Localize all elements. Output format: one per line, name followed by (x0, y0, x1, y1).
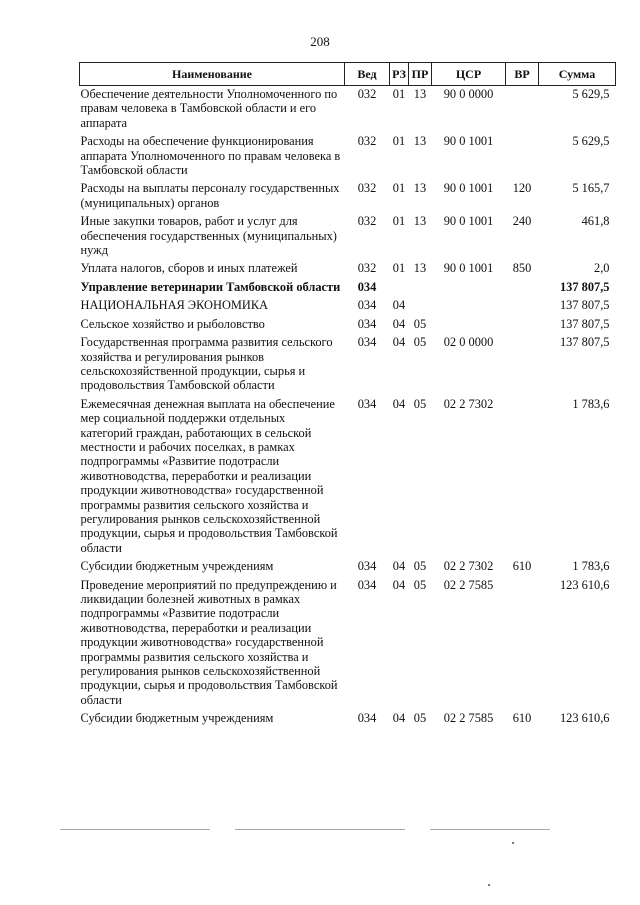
cell-csr: 02 2 7302 (443, 559, 494, 574)
cell-rz: 04 (392, 316, 406, 331)
header-pr: ПР (409, 63, 432, 86)
cell-rz: 04 (392, 396, 406, 411)
header-ved: Вед (345, 63, 390, 86)
cell-csr: 02 2 7585 (443, 577, 494, 592)
header-csr: ЦСР (432, 63, 506, 86)
cell-sum: 137 807,5 (559, 298, 610, 313)
table-row (80, 214, 616, 261)
scan-artifact-line (430, 829, 550, 830)
cell-rz: 04 (392, 335, 406, 350)
cell-pr: 13 (413, 87, 427, 101)
cell-name: Иные закупки товаров, работ и услуг для обеспечения государственных (муниципальных) нужд (80, 214, 337, 258)
cell-sum: 137 807,5 (559, 335, 610, 350)
scan-artifact-line (60, 829, 210, 830)
header-name: Наименование (80, 63, 345, 86)
cell-name: Проведение мероприятий по предупреждению и ликвидации болезней животных в рамках подпрограммы «Развитие подотрасли животноводства, переработки и реализации продукции животноводства» государственной программы развития сельского хозяйства и регулирования рынков сельскохозяйственной продукции, сырья и продовольствия Тамбовской области (80, 577, 338, 707)
cell-vr (506, 578, 539, 712)
cell-sum: 137 807,5 (559, 316, 610, 331)
cell-pr (409, 280, 432, 298)
cell-vr: 610 (512, 711, 532, 726)
cell-csr: 90 0 1001 (443, 261, 494, 276)
cell-pr: 05 (413, 316, 427, 331)
cell-csr: 02 2 7585 (443, 711, 494, 726)
scan-artifact-dot (512, 842, 514, 844)
cell-sum: 5 165,7 (572, 181, 610, 196)
cell-pr: 13 (413, 134, 427, 149)
cell-name: Расходы на выплаты персоналу государственных (муниципальных) органов (80, 181, 340, 210)
cell-rz: 04 (392, 711, 406, 726)
cell-sum: 123 610,6 (559, 577, 610, 592)
table-row (80, 86, 616, 135)
cell-pr: 05 (413, 335, 427, 350)
cell-ved: 034 (357, 298, 377, 313)
cell-ved: 034 (357, 577, 377, 592)
cell-sum: 1 783,6 (572, 396, 610, 411)
scan-artifact-dot (488, 884, 490, 886)
cell-csr (432, 298, 506, 316)
cell-pr: 05 (413, 396, 427, 411)
cell-pr: 05 (413, 559, 427, 574)
cell-ved: 034 (357, 316, 377, 331)
table-header (80, 63, 616, 86)
cell-name: Субсидии бюджетным учреждениям (80, 559, 274, 574)
cell-rz: 04 (392, 559, 406, 574)
cell-sum: 461,8 (581, 214, 610, 229)
cell-vr (506, 397, 539, 559)
cell-name: Уплата налогов, сборов и иных платежей (80, 261, 298, 276)
cell-sum: 5 629,5 (572, 87, 610, 101)
header-sum: Сумма (539, 63, 616, 86)
cell-ved: 034 (357, 711, 377, 726)
cell-vr (506, 86, 539, 135)
cell-name: Обеспечение деятельности Уполномоченного по правам человека в Тамбовской области и его аппарата (80, 87, 338, 130)
cell-pr: 13 (413, 181, 427, 196)
cell-vr: 610 (512, 559, 532, 574)
cell-csr: 90 0 0000 (443, 87, 494, 101)
cell-pr: 05 (413, 577, 427, 592)
cell-vr (506, 280, 539, 298)
cell-vr: 850 (512, 261, 532, 276)
cell-ved: 034 (357, 396, 377, 411)
cell-ved: 032 (357, 261, 377, 276)
table-row (80, 280, 616, 298)
cell-rz: 01 (392, 87, 406, 101)
cell-sum: 137 807,5 (559, 279, 610, 294)
cell-ved: 034 (357, 335, 377, 350)
cell-sum: 123 610,6 (559, 711, 610, 726)
cell-ved: 034 (357, 279, 377, 294)
cell-csr (432, 317, 506, 335)
cell-pr: 05 (413, 711, 427, 726)
cell-rz: 01 (392, 214, 406, 229)
header-vr: ВР (506, 63, 539, 86)
cell-csr: 90 0 1001 (443, 134, 494, 149)
cell-ved: 034 (357, 559, 377, 574)
cell-ved: 032 (357, 181, 377, 196)
cell-ved: 032 (357, 87, 377, 101)
header-rz: РЗ (390, 63, 409, 86)
table-row (80, 578, 616, 712)
cell-rz: 01 (392, 181, 406, 196)
table-row (80, 134, 616, 181)
table-body (80, 86, 616, 730)
table-row (80, 317, 616, 335)
cell-vr: 240 (512, 214, 532, 229)
cell-name: Государственная программа развития сельского хозяйства и регулирования рынков сельскохозяйственной продукции, сырья и продовольствия Тамбовской области (80, 335, 333, 393)
cell-name: Ежемесячная денежная выплата на обеспечение мер социальной поддержки отдельных категорий граждан, работающих в сельской местности и рабочих поселках, в рамках подпрограммы «Развитие подотрасли животноводства, переработки и реализации продукции животноводства» государственной программы развития сельского хозяйства и регулирования рынков сельскохозяйственной продукции, сырья и продовольствия Тамбовской области (80, 396, 338, 555)
cell-vr (506, 335, 539, 397)
cell-pr: 13 (413, 214, 427, 229)
cell-pr: 13 (413, 261, 427, 276)
table-row (80, 298, 616, 316)
cell-ved: 032 (357, 134, 377, 149)
cell-vr (506, 317, 539, 335)
page-number: 208 (310, 34, 330, 49)
cell-sum: 2,0 (594, 261, 610, 276)
cell-name: Субсидии бюджетным учреждениям (80, 711, 274, 726)
cell-rz: 04 (392, 298, 406, 313)
cell-csr: 90 0 1001 (443, 181, 494, 196)
cell-name: Управление ветеринарии Тамбовской области (80, 279, 341, 294)
cell-vr (506, 134, 539, 181)
cell-vr (506, 298, 539, 316)
scan-artifact-line (235, 829, 405, 830)
table-row (80, 711, 616, 729)
cell-rz: 04 (392, 577, 406, 592)
table-row (80, 335, 616, 397)
cell-sum: 1 783,6 (572, 559, 610, 574)
cell-name: НАЦИОНАЛЬНАЯ ЭКОНОМИКА (80, 298, 269, 313)
cell-rz: 01 (392, 261, 406, 276)
table-row (80, 559, 616, 577)
cell-pr (409, 298, 432, 316)
cell-csr: 02 2 7302 (443, 396, 494, 411)
cell-csr (432, 280, 506, 298)
cell-rz: 01 (392, 134, 406, 149)
cell-name: Сельское хозяйство и рыболовство (80, 316, 265, 331)
budget-table (79, 62, 616, 730)
cell-vr: 120 (512, 181, 532, 196)
table-row (80, 181, 616, 214)
cell-ved: 032 (357, 214, 377, 229)
table-row (80, 397, 616, 559)
table-row (80, 261, 616, 279)
cell-csr: 02 0 0000 (443, 335, 494, 350)
cell-sum: 5 629,5 (572, 134, 610, 149)
cell-name: Расходы на обеспечение функционирования аппарата Уполномоченного по правам человека в Тамбовской области (80, 134, 341, 178)
cell-csr: 90 0 1001 (443, 214, 494, 229)
cell-rz (390, 280, 409, 298)
